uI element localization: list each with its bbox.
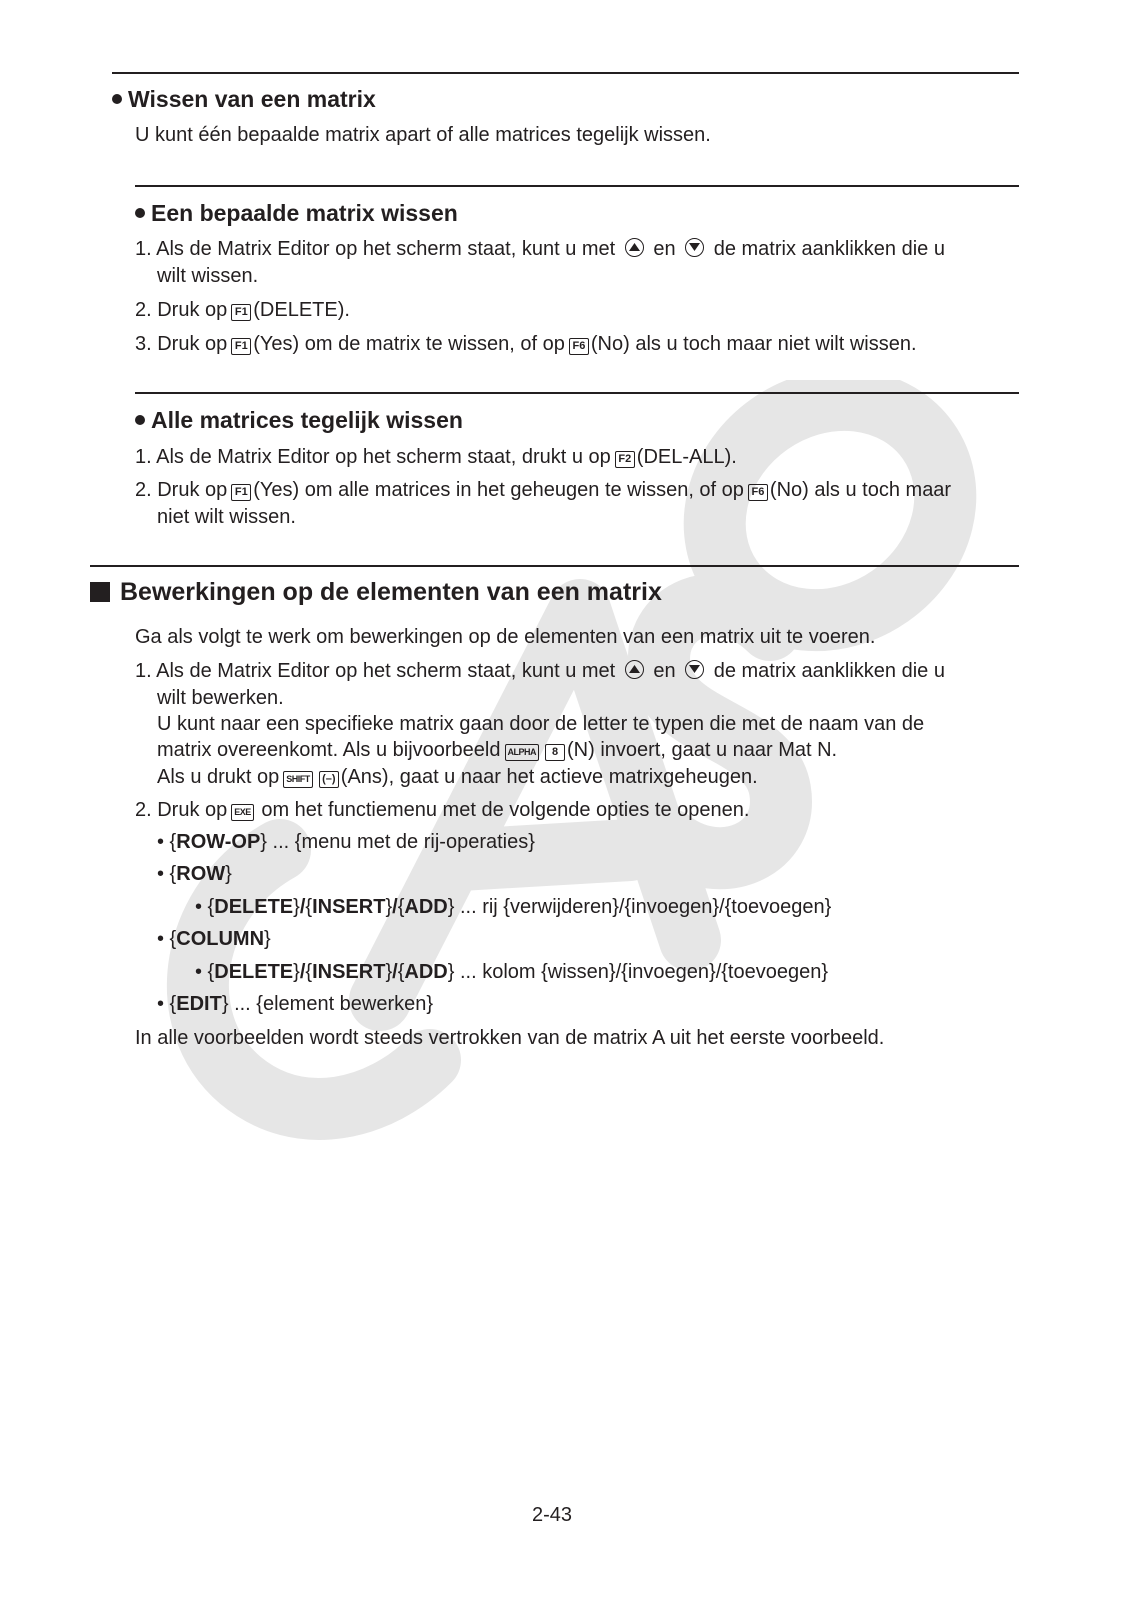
- f6-key-icon: F6: [748, 484, 768, 501]
- bepaalde-step-1: 1. Als de Matrix Editor op het scherm staat, kunt u met en de matrix aanklikken die u: [135, 238, 945, 260]
- bewerk-step-1-g: Als u drukt op SHIFT (–) (Ans), gaat u naar het actieve matrixgeheugen.: [157, 766, 758, 788]
- negative-key-icon: (–): [319, 771, 339, 788]
- option-row: • {ROW}: [157, 863, 232, 885]
- intro-wissen: U kunt één bepaalde matrix apart of alle matrices tegelijk wissen.: [135, 124, 711, 146]
- cursor-down-key-icon: [685, 238, 704, 257]
- f6-key-icon: F6: [569, 338, 589, 355]
- heading-wissen: Wissen van een matrix: [112, 86, 376, 113]
- rule-alle: [135, 392, 1019, 394]
- bepaalde-step-1-cont: wilt wissen.: [157, 265, 259, 287]
- bewerk-step-2: 2. Druk op EXE om het functiemenu met de volgende opties te openen.: [135, 799, 750, 821]
- page-number: 2-43: [532, 1504, 573, 1526]
- f1-key-icon: F1: [231, 484, 251, 501]
- bepaalde-step-3: 3. Druk op F1 (Yes) om de matrix te wissen, of op F6 (No) als u toch maar niet wilt wissen.: [135, 333, 917, 355]
- bewerk-step-1-d: U kunt naar een specifieke matrix gaan door de letter te typen die met de naam van de: [157, 713, 925, 735]
- shift-key-icon: SHIFT: [283, 771, 313, 788]
- cursor-down-key-icon: [685, 660, 704, 679]
- exe-key-icon: EXE: [231, 804, 254, 821]
- closing-text: In alle voorbeelden wordt steeds vertrokken van de matrix A uit het eerste voorbeeld.: [135, 1027, 885, 1049]
- alle-step-1: 1. Als de Matrix Editor op het scherm staat, drukt u op F2 (DEL-ALL).: [135, 446, 737, 468]
- alpha-key-icon: ALPHA: [505, 744, 540, 761]
- bullet-icon: [135, 208, 145, 218]
- heading-bepaalde: Een bepaalde matrix wissen: [135, 200, 458, 227]
- bewerk-step-1-c: wilt bewerken.: [157, 687, 284, 709]
- top-rule: [112, 72, 1019, 74]
- heading-bewerkingen: Bewerkingen op de elementen van een matrix: [90, 579, 662, 606]
- square-bullet-icon: [90, 582, 110, 602]
- option-row-op: • {ROW-OP} ... {menu met de rij-operaties}: [157, 831, 535, 853]
- option-row-sub: • {DELETE}/{INSERT}/{ADD} ... rij {verwijderen}/{invoegen}/{toevoegen}: [195, 896, 832, 918]
- bullet-icon: [112, 94, 122, 104]
- option-column-sub: • {DELETE}/{INSERT}/{ADD} ... kolom {wissen}/{invoegen}/{toevoegen}: [195, 961, 829, 983]
- heading-alle: Alle matrices tegelijk wissen: [135, 407, 463, 434]
- intro-bewerkingen: Ga als volgt te werk om bewerkingen op de elementen van een matrix uit te voeren.: [135, 626, 876, 648]
- option-edit: • {EDIT} ... {element bewerken}: [157, 993, 434, 1015]
- bewerk-step-1: 1. Als de Matrix Editor op het scherm staat, kunt u met en de matrix aanklikken die u: [135, 660, 945, 682]
- bullet-icon: [135, 415, 145, 425]
- bepaalde-step-2: 2. Druk op F1 (DELETE).: [135, 299, 350, 321]
- cursor-up-key-icon: [625, 660, 644, 679]
- alle-step-2: 2. Druk op F1 (Yes) om alle matrices in het geheugen te wissen, of op F6 (No) als u toch maar: [135, 479, 952, 501]
- cursor-up-key-icon: [625, 238, 644, 257]
- eight-key-icon: 8: [545, 744, 565, 761]
- f1-key-icon: F1: [231, 304, 251, 321]
- rule-bepaalde: [135, 185, 1019, 187]
- bewerk-step-1-e: matrix overeenkomt. Als u bijvoorbeeld ALPHA 8 (N) invoert, gaat u naar Mat N.: [157, 739, 838, 761]
- alle-step-2-cont: niet wilt wissen.: [157, 506, 296, 528]
- rule-bewerkingen: [90, 565, 1019, 567]
- f1-key-icon: F1: [231, 338, 251, 355]
- option-column: • {COLUMN}: [157, 928, 271, 950]
- f2-key-icon: F2: [615, 451, 635, 468]
